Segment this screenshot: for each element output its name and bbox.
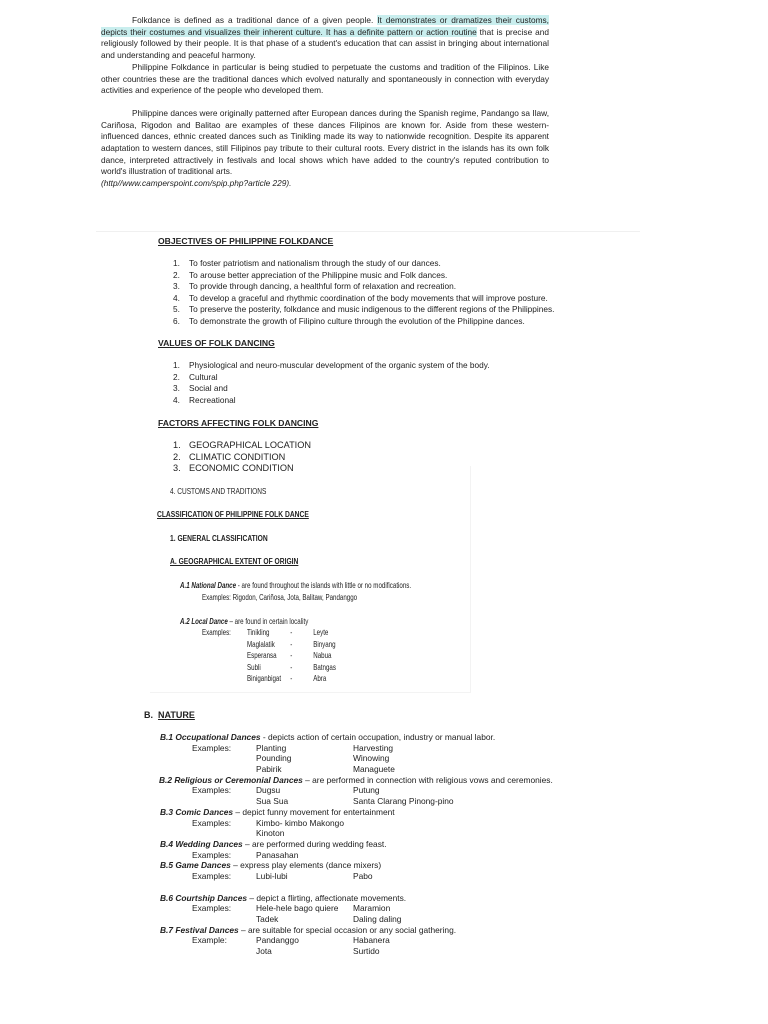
dance-type-desc: – depict a flirting, affectionate movements. bbox=[247, 892, 407, 903]
intro-text: that is precise and religiously followed by their people. It is that phase of a student's education that can assist in bringing about international and understanding and peaceful harmony. bbox=[101, 26, 550, 61]
local-dash: - bbox=[290, 650, 293, 661]
national-dance-desc: - are found throughout the islands with little or no modifications. bbox=[236, 580, 412, 590]
example-row bbox=[160, 850, 610, 861]
dance-type-title: B.3 Comic Dances bbox=[160, 806, 234, 817]
example-row bbox=[160, 935, 610, 946]
dance-type-desc: – depict funny movement for entertainment bbox=[233, 806, 395, 817]
objective-item bbox=[173, 270, 554, 282]
local-place: Binyang bbox=[313, 638, 336, 649]
dance-type-title: B.1 Occupational Dances bbox=[160, 732, 261, 742]
example-c1: Jota bbox=[256, 946, 272, 957]
objective-item bbox=[173, 281, 554, 293]
objectives-list bbox=[173, 258, 554, 328]
item-number: 1. bbox=[173, 440, 181, 450]
intro-paragraph-1 bbox=[101, 15, 549, 62]
nature-b7-heading bbox=[160, 925, 610, 936]
nature-b1-heading bbox=[160, 732, 610, 743]
item-text: To provide through dancing, a healthful form of relaxation and recreation. bbox=[189, 281, 457, 292]
intro-paragraph-2: Philippine Folkdance in particular is being studied to perpetuate the customs and tradition of the Filipinos. Like other countries these are the traditional dances which evolved naturally and spontaneously in connection with everyday activities and experience of the people who developed them. bbox=[101, 61, 549, 96]
intro-text: Folkdance is defined as a traditional dance of a given people. bbox=[132, 15, 378, 25]
item-text: ECONOMIC CONDITION bbox=[189, 463, 294, 474]
citation: (http//www.camperspoint.com/spip.php?article 229). bbox=[101, 178, 292, 189]
example-row bbox=[160, 871, 610, 882]
example-row bbox=[160, 764, 610, 775]
dance-type-desc: – are suitable for special occasion or any social gathering. bbox=[238, 924, 457, 935]
local-dash: - bbox=[290, 638, 293, 649]
local-place: Leyte bbox=[313, 627, 329, 637]
item-number: 3. bbox=[173, 281, 180, 292]
values-heading: VALUES OF FOLK DANCING bbox=[158, 338, 275, 348]
example-c2: Harvesting bbox=[353, 742, 394, 753]
example-c1: Pounding bbox=[256, 753, 292, 764]
item-text: Social and bbox=[189, 383, 228, 394]
nature-b4-heading bbox=[160, 839, 610, 850]
item-text: Cultural bbox=[189, 371, 218, 382]
item-number: 4. bbox=[173, 394, 180, 405]
example-row bbox=[160, 903, 610, 914]
item-text: GEOGRAPHICAL LOCATION bbox=[189, 440, 312, 450]
example-row bbox=[160, 828, 610, 839]
local-dance: Subli bbox=[247, 661, 261, 672]
item-number: 2. bbox=[173, 371, 180, 382]
objectives-heading: OBJECTIVES OF PHILIPPINE FOLKDANCE bbox=[158, 236, 334, 246]
item-number: 2. bbox=[173, 269, 180, 280]
example-c1: Panasahan bbox=[256, 849, 299, 860]
local-place: Batngas bbox=[313, 661, 336, 672]
example-label: Examples: bbox=[192, 817, 232, 828]
example-label: Examples: bbox=[192, 903, 232, 914]
factors-heading: FACTORS AFFECTING FOLK DANCING bbox=[158, 418, 319, 428]
local-place: Abra bbox=[313, 673, 327, 684]
local-dance: Maglalatik bbox=[247, 638, 275, 649]
dance-type-title: B.6 Courtship Dances bbox=[160, 892, 248, 903]
local-dance: Tinikling bbox=[247, 627, 270, 637]
spacer bbox=[160, 882, 610, 893]
example-row bbox=[160, 785, 610, 796]
item-number: 3. bbox=[173, 463, 181, 474]
example-row bbox=[160, 818, 610, 829]
item-number: 5. bbox=[173, 304, 180, 315]
values-list bbox=[173, 360, 490, 406]
value-item bbox=[173, 372, 490, 384]
example-label: Examples: bbox=[192, 742, 232, 753]
local-dance: Esperansa bbox=[247, 650, 277, 661]
classification-heading: CLASSIFICATION OF PHILIPPINE FOLK DANCE bbox=[157, 509, 309, 519]
example-c1: Pabirik bbox=[256, 764, 282, 775]
divider bbox=[96, 231, 640, 232]
dance-type-title: B.7 Festival Dances bbox=[160, 924, 239, 935]
item-number: 4. bbox=[173, 292, 180, 303]
dance-type-desc: – are performed during wedding feast. bbox=[242, 838, 387, 849]
nature-b6-heading bbox=[160, 893, 610, 904]
nature-section bbox=[160, 732, 610, 957]
nature-b5-heading bbox=[160, 860, 610, 871]
item-number: 1. bbox=[173, 360, 180, 370]
example-c1: Sua Sua bbox=[256, 796, 289, 807]
dance-type-desc: – are performed in connection with religious vows and ceremonies. bbox=[302, 774, 553, 785]
example-row bbox=[160, 914, 610, 925]
objective-item bbox=[173, 316, 554, 328]
national-dance-examples: Examples: Rigodon, Cariñosa, Jota, Balitaw, Pandanggo bbox=[202, 592, 358, 602]
local-dash: - bbox=[290, 627, 293, 637]
item-text: Physiological and neuro-muscular development of the organic system of the body. bbox=[189, 360, 490, 370]
item-number: 3. bbox=[173, 383, 180, 394]
item-text: To demonstrate the growth of Filipino culture through the evolution of the Philippine dances. bbox=[189, 315, 525, 326]
dance-type-desc: – express play elements (dance mixers) bbox=[230, 860, 382, 871]
example-c1: Hele-hele bago quiere bbox=[256, 903, 339, 914]
example-c1: Lubi-lubi bbox=[256, 871, 288, 882]
example-c2: Daling daling bbox=[353, 914, 402, 925]
geographical-heading: A. GEOGRAPHICAL EXTENT OF ORIGIN bbox=[170, 556, 299, 566]
example-row bbox=[160, 796, 610, 807]
highlighted-text: It demonstrates or dramatizes their customs, depicts their costumes and visualizes their inherent culture. It has a definite pattern or action routine bbox=[101, 15, 549, 37]
example-c1: Kinoton bbox=[256, 828, 285, 839]
objective-item bbox=[173, 293, 554, 305]
value-item bbox=[173, 383, 490, 395]
item-text: Recreational bbox=[189, 394, 236, 405]
example-c2: Pabo bbox=[353, 871, 373, 882]
example-c2: Santa Clarang Pinong-pino bbox=[353, 796, 454, 807]
general-classification: 1. GENERAL CLASSIFICATION bbox=[170, 533, 268, 543]
item-text: To preserve the posterity, folkdance and music indigenous to the different regions of the Philippines. bbox=[189, 304, 555, 315]
factor-item bbox=[173, 440, 311, 452]
intro-section bbox=[101, 15, 549, 190]
objective-item bbox=[173, 258, 554, 270]
scan-frame bbox=[150, 466, 471, 693]
national-dance-title: A.1 National Dance bbox=[180, 580, 237, 590]
example-c1: Kimbo- kimbo Makongo bbox=[256, 817, 344, 828]
local-place: Nabua bbox=[313, 650, 332, 661]
item-number: 6. bbox=[173, 315, 180, 326]
example-c2: Surtido bbox=[353, 946, 380, 957]
example-c1: Pandanggo bbox=[256, 935, 299, 946]
value-item bbox=[173, 395, 490, 407]
item-text: To develop a graceful and rhythmic coordination of the body movements that will improve posture. bbox=[189, 292, 548, 303]
local-examples-label: Examples: bbox=[202, 627, 231, 637]
factor-item bbox=[173, 452, 311, 464]
example-row bbox=[160, 946, 610, 957]
example-c1: Tadek bbox=[256, 914, 279, 925]
local-dance-title: A.2 Local Dance bbox=[180, 616, 228, 626]
example-c2: Putung bbox=[353, 785, 380, 796]
item-text: To foster patriotism and nationalism through the study of our dances. bbox=[189, 258, 441, 268]
example-label: Example: bbox=[192, 935, 227, 946]
dance-type-desc: - depicts action of certain occupation, industry or manual labor. bbox=[260, 732, 496, 742]
item-text: To arouse better appreciation of the Philippine music and Folk dances. bbox=[189, 269, 448, 280]
factor-item-4: 4. CUSTOMS AND TRADITIONS bbox=[170, 486, 267, 496]
local-dash: - bbox=[290, 661, 293, 672]
example-c1: Dugsu bbox=[256, 785, 281, 796]
example-row bbox=[160, 743, 610, 754]
example-label: Examples: bbox=[192, 849, 232, 860]
example-c2: Maramion bbox=[353, 903, 391, 914]
local-dance: Biniganbigat bbox=[247, 673, 282, 684]
example-c1: Planting bbox=[256, 742, 287, 753]
item-text: CLIMATIC CONDITION bbox=[189, 451, 286, 462]
intro-paragraph-3: Philippine dances were originally patterned after European dances during the Spanish regime, Pandango sa Ilaw, Cariñosa, Rigodon and Balitao are examples of these dances Filipinos are known for. Aside from these western-influenced dances, ethnic created dances such as Tinikling made its way to nationwide recognition. Despite its apparent adaptation to western dances, still Filipinos pay tribute to their cultural roots. Every district in the islands has its own folk dance, interpreted attractively in festivals and local shows which have added to the country's reputed contribution to world's illustration of traditional arts. bbox=[101, 107, 549, 177]
nature-letter: B. bbox=[144, 710, 153, 720]
example-c2: Managuete bbox=[353, 764, 395, 775]
example-label: Examples: bbox=[192, 785, 232, 796]
example-c2: Habanera bbox=[353, 935, 390, 946]
example-row bbox=[160, 753, 610, 764]
example-label: Examples: bbox=[192, 871, 232, 882]
nature-heading bbox=[144, 710, 195, 720]
local-dash: - bbox=[290, 673, 293, 684]
nature-b3-heading bbox=[160, 807, 610, 818]
nature-title: NATURE bbox=[158, 710, 195, 720]
dance-type-title: B.4 Wedding Dances bbox=[160, 838, 243, 849]
objective-item bbox=[173, 304, 554, 316]
item-number: 1. bbox=[173, 258, 180, 268]
value-item bbox=[173, 360, 490, 372]
dance-type-title: B.2 Religious or Ceremonial Dances bbox=[159, 774, 303, 785]
local-dance-desc: – are found in certain locality bbox=[227, 616, 309, 626]
example-c2: Winowing bbox=[353, 753, 390, 764]
dance-type-title: B.5 Game Dances bbox=[160, 860, 231, 871]
nature-b2-heading bbox=[159, 775, 610, 786]
item-number: 2. bbox=[173, 451, 181, 462]
